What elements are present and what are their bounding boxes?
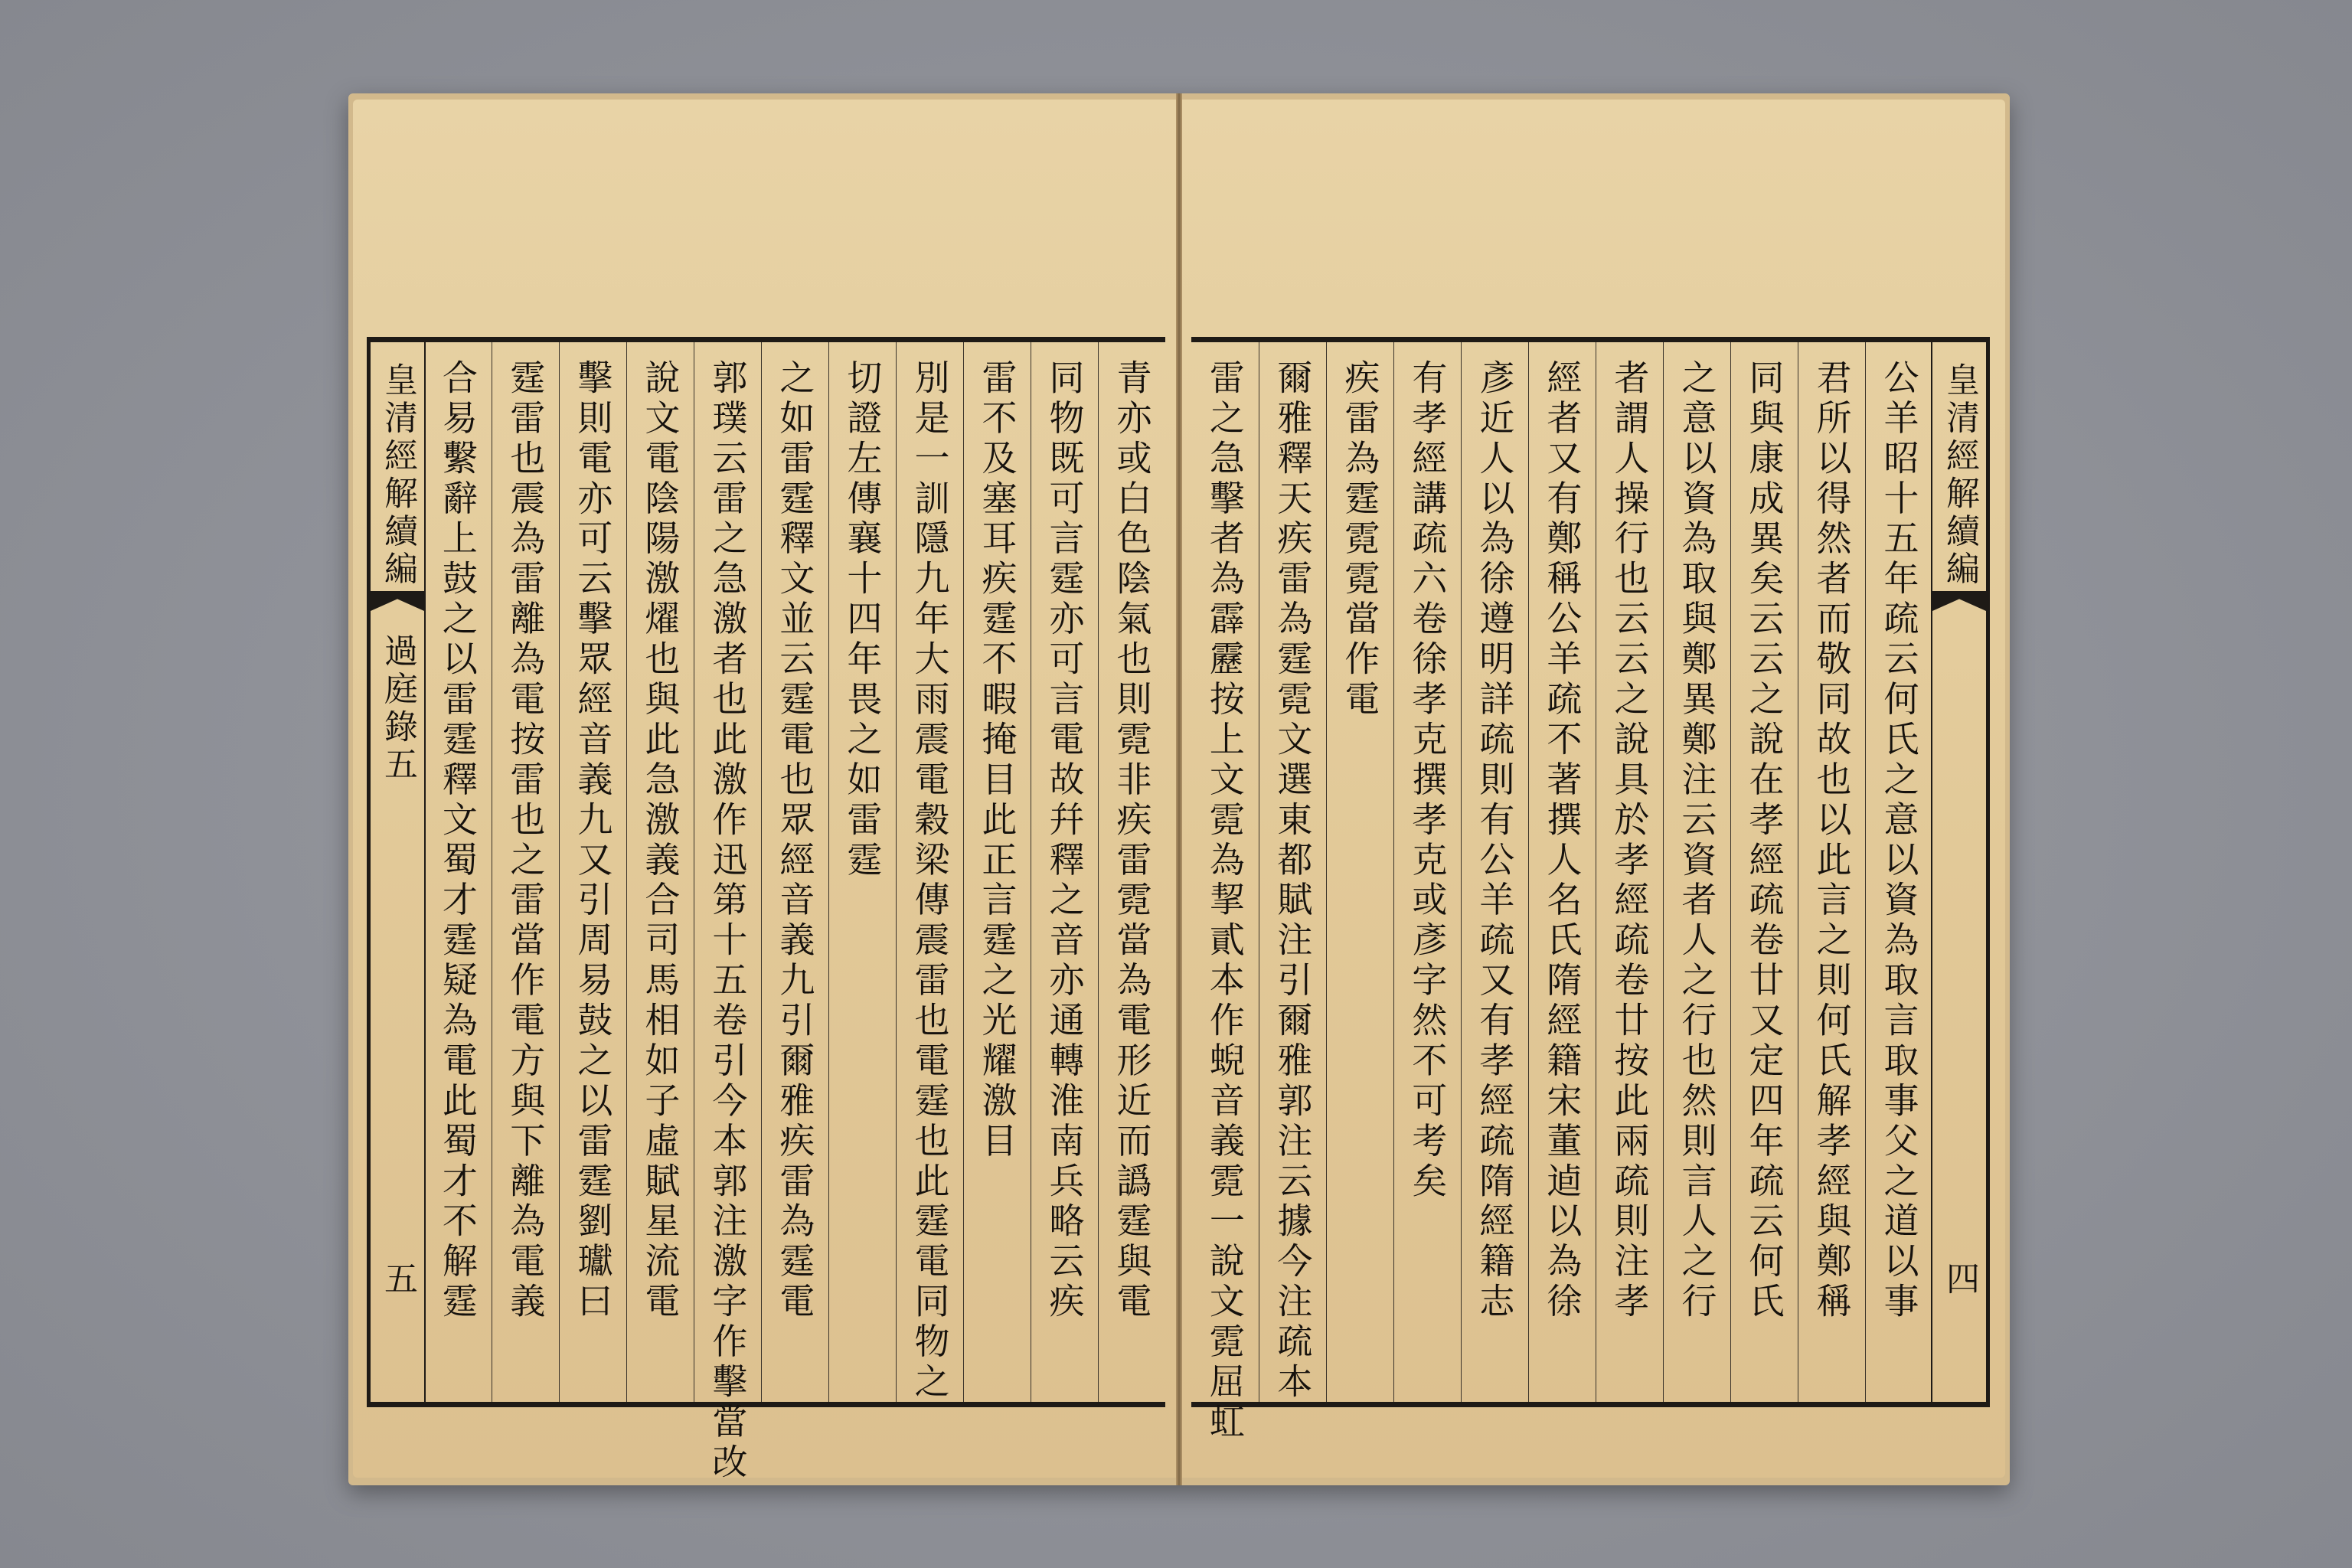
text-column <box>1596 342 1663 1402</box>
text-column <box>492 342 559 1402</box>
column-text: 君所以得然者而敬同故也以此言之則何氏解孝經與鄭稱 <box>1811 359 1853 1323</box>
text-column <box>896 342 963 1402</box>
text-column <box>1191 342 1259 1443</box>
left-center-band <box>369 342 426 1402</box>
text-column <box>559 342 626 1402</box>
column-text: 者謂人操行也云云之說具於孝經疏卷廿按此兩疏則注孝 <box>1609 359 1651 1323</box>
fishtail-mark <box>371 591 424 611</box>
column-text: 爾雅釋天疾雷為霆霓文選東都賦注引爾雅郭注云據今注疏本 <box>1272 359 1314 1403</box>
text-column <box>963 342 1031 1402</box>
open-book <box>348 93 2010 1485</box>
column-text: 切證左傳襄十四年畏之如雷霆 <box>841 359 884 881</box>
left-text-columns <box>424 342 1165 1484</box>
text-column <box>761 342 828 1402</box>
column-text: 青亦或白色陰氣也則霓非疾雷霓當為電形近而譌霆與電 <box>1111 359 1153 1323</box>
column-text: 公羊昭十五年疏云何氏之意以資為取言取事父之道以事 <box>1878 359 1920 1323</box>
text-column <box>694 342 761 1484</box>
column-text: 擊則電亦可云擊眾經音義九又引周易鼓之以雷霆劉瓛曰 <box>572 359 614 1323</box>
column-text: 雷之急擊者為霹靂按上文霓為挈貳本作蜺音義霓一說文霓屈虹 <box>1204 359 1246 1443</box>
column-text: 之意以資為取與鄭異鄭注云資者人之行也然則言人之行 <box>1676 359 1718 1323</box>
column-text: 說文電陰陽激燿也與此急激義合司馬相如子虛賦星流電 <box>639 359 681 1323</box>
left-leaf <box>353 100 1176 1484</box>
running-head: 皇清經解續編 <box>1940 362 1979 589</box>
text-column <box>1393 342 1461 1402</box>
text-column <box>626 342 694 1402</box>
column-text: 經者又有鄭稱公羊疏不著撰人名氏隋經籍宋董逌以為徐 <box>1541 359 1583 1323</box>
right-text-columns <box>1191 342 1932 1443</box>
column-text: 別是一訓隱九年大雨震電穀梁傳震雷也電霆也此霆電同物之 <box>909 359 951 1403</box>
column-text: 雷不及塞耳疾霆不暇掩目此正言霆之光耀激目 <box>976 359 1018 1162</box>
right-text-frame <box>1191 337 1990 1443</box>
column-text: 之如雷霆釋文並云霆電也眾經音義九引爾雅疾雷為霆電 <box>774 359 816 1323</box>
column-text: 郭璞云雷之急激者也此激作迅第十五卷引今本郭注激字作擊當改 <box>707 359 749 1484</box>
text-column <box>1461 342 1528 1402</box>
text-column <box>1098 342 1165 1402</box>
folio-number: 四 <box>1940 1261 1979 1299</box>
column-text: 合易繫辭上鼓之以雷霆釋文蜀才霆疑為電此蜀才不解霆 <box>436 359 479 1323</box>
column-text: 霆雷也震為雷離為電按雷也之雷當作電方與下離為電義 <box>505 359 547 1323</box>
folio-number: 五 <box>378 1261 417 1299</box>
column-text: 同與康成異矣云云之說在孝經疏卷廿又定四年疏云何氏 <box>1743 359 1785 1323</box>
text-column <box>1730 342 1798 1402</box>
text-column <box>1528 342 1596 1402</box>
right-center-band <box>1931 342 1988 1402</box>
column-text: 彥近人以為徐遵明詳疏則有公羊疏又有孝經疏隋經籍志 <box>1474 359 1516 1323</box>
column-text: 有孝經講疏六卷徐孝克撰孝克或彥字然不可考矣 <box>1406 359 1449 1203</box>
column-text: 疾雷為霆霓霓當作電 <box>1339 359 1381 720</box>
text-column <box>1259 342 1326 1402</box>
text-column <box>1031 342 1098 1402</box>
text-column <box>1326 342 1393 1402</box>
text-column <box>828 342 896 1402</box>
fishtail-mark <box>1932 591 1986 611</box>
section-title: 過庭錄五 <box>378 633 417 785</box>
text-column <box>1798 342 1865 1402</box>
column-text: 同物既可言霆亦可言電故幷釋之音亦通轉淮南兵略云疾 <box>1044 359 1086 1323</box>
text-column <box>1663 342 1730 1402</box>
text-column <box>424 342 492 1402</box>
book-gutter <box>1176 93 1182 1485</box>
right-leaf <box>1182 100 2005 1478</box>
text-column <box>1865 342 1932 1402</box>
running-head: 皇清經解續編 <box>378 362 417 589</box>
left-text-frame <box>367 337 1165 1484</box>
